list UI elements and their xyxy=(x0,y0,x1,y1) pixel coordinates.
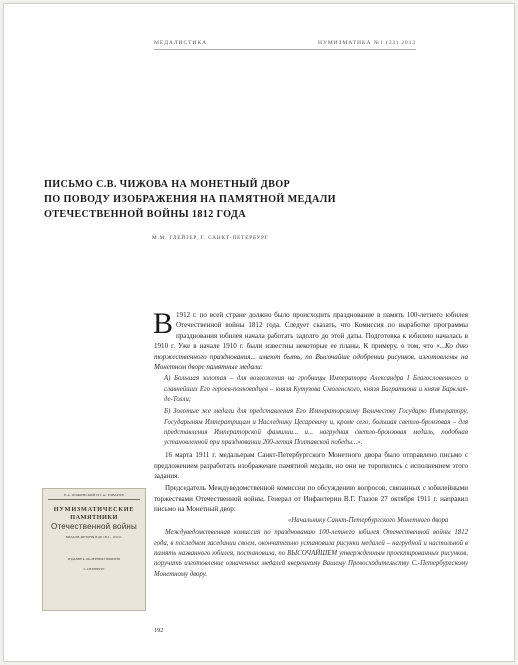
letter-text: Междуведомственная комиссия по празднованию 100-летнего юбилея Отечественной войны 1812 года, в последнем заседании своем, окончательно установила рисунки медалей – нагрудной и настольной в память названного юбилея, постановила, по ВЫСОЧАЙШЕМ утвержденным проектированных рисунков, поручить изготовление означенных медалей вверенному Вашему Превосходительству С.-Петербургскому Монетному двору. xyxy=(154,529,468,578)
book-rule xyxy=(48,499,140,500)
quote-item-b: Б) Золотые же медали для представления Его Императорскому Величеству Государю Императору, Государыням Императрицам и Наследнику Цесаревичу и, кроме сего, большая светло-бронзовая – для представления Императорской фамилии... и... нагрудная светло-бронзовая медаль, подобная установленной при праздновании 200-летия Полтавской победы...». xyxy=(164,408,468,447)
book-title-3: Отечественной войны xyxy=(51,522,137,531)
book-city: С.-ПЕТЕРБУРГ xyxy=(83,567,105,571)
quote-item-a: А) Большая золотая – для возложения на гробницы Императора Александра I Благословенного и славнейших Его героев-полководцев – князя Кутузова Смоленского, князя Багратиона и князя Барклая-де-Толли; xyxy=(164,375,468,404)
section-label: МЕДАЛИСТИКА xyxy=(154,40,207,46)
book-subtitle: МЕДАЛИ, ЖЕТОНЫ И ДР. 1812 – 1912 гг. xyxy=(65,535,123,539)
journal-label: НУМИЗМАТИКА №1 (33) 2013 xyxy=(318,40,416,46)
article-author: М.М. ГЛЕЙЗЕР, Г. САНКТ-ПЕТЕРБУРГ xyxy=(152,235,269,241)
book-title-2: ПАМЯТНИКИ xyxy=(70,514,118,521)
page-number: 192 xyxy=(154,627,164,634)
paragraph-march-1911: 16 марта 1911 г. медальерам Санкт-Петербургского Монетного двора было отправлено письмо с предложением разработать изображение памятной медали, но они не торопились с исполнением этого задания. xyxy=(154,451,468,481)
paragraph-intro: В 1912 г. по всей стране должно было происходить празднование в память 100-летнего юбилея Отечественной войны 1812 года. Следует сказать, что Комиссия по выработке программы празднования юбилея начала работать задолго до этой даты. Подготовка к юбилею началась в 1910 г. Уже в начале 1910 г. были известны некоторые ее планы. К примеру, о том, что «...Ко дню торжественного празднования... имеют быть, по Высочайше одобрении рисунков, изготовлены на Монетном дворе памятные медали: xyxy=(153,307,468,372)
book-authors: Е.А. ПОЖИНСКИЙ И Г.А. ТОВАРОВ xyxy=(64,493,124,497)
book-title-1: НУМИЗМАТИЧЕСКИЕ xyxy=(53,506,135,513)
letter-address: «Начальнику Санкт-Петербургского Монетного двора xyxy=(288,517,449,525)
title-line: ОТЕЧЕСТВЕННОЙ ВОЙНЫ 1812 ГОДА xyxy=(44,209,246,220)
article-title xyxy=(44,177,424,222)
title-line: ПО ПОВОДУ ИЗОБРАЖЕНИЯ НА ПАМЯТНОЙ МЕДАЛИ xyxy=(44,194,336,205)
drop-cap: В xyxy=(153,307,174,340)
book-publisher: ИЗДАНИЕ К 100-ЛЕТНЕМУ ЮБИЛЕЮ xyxy=(67,557,121,561)
paragraph-glazov-letter: Председатель Междуведомственной комиссии по обсуждению вопросов, связанных с юбилейными торжествами Отечественной войны, Генерал от Инфантерии В.Г. Глазов 27 октября 1911 г. направил письмо на Монетный двор: xyxy=(154,484,468,514)
journal-page xyxy=(3,3,515,662)
book-cover-image xyxy=(42,488,146,611)
header-rule xyxy=(154,49,416,50)
title-line: ПИСЬМО С.В. ЧИЖОВА НА МОНЕТНЫЙ ДВОР xyxy=(44,179,291,190)
article-body xyxy=(153,307,468,580)
running-head xyxy=(154,40,416,46)
